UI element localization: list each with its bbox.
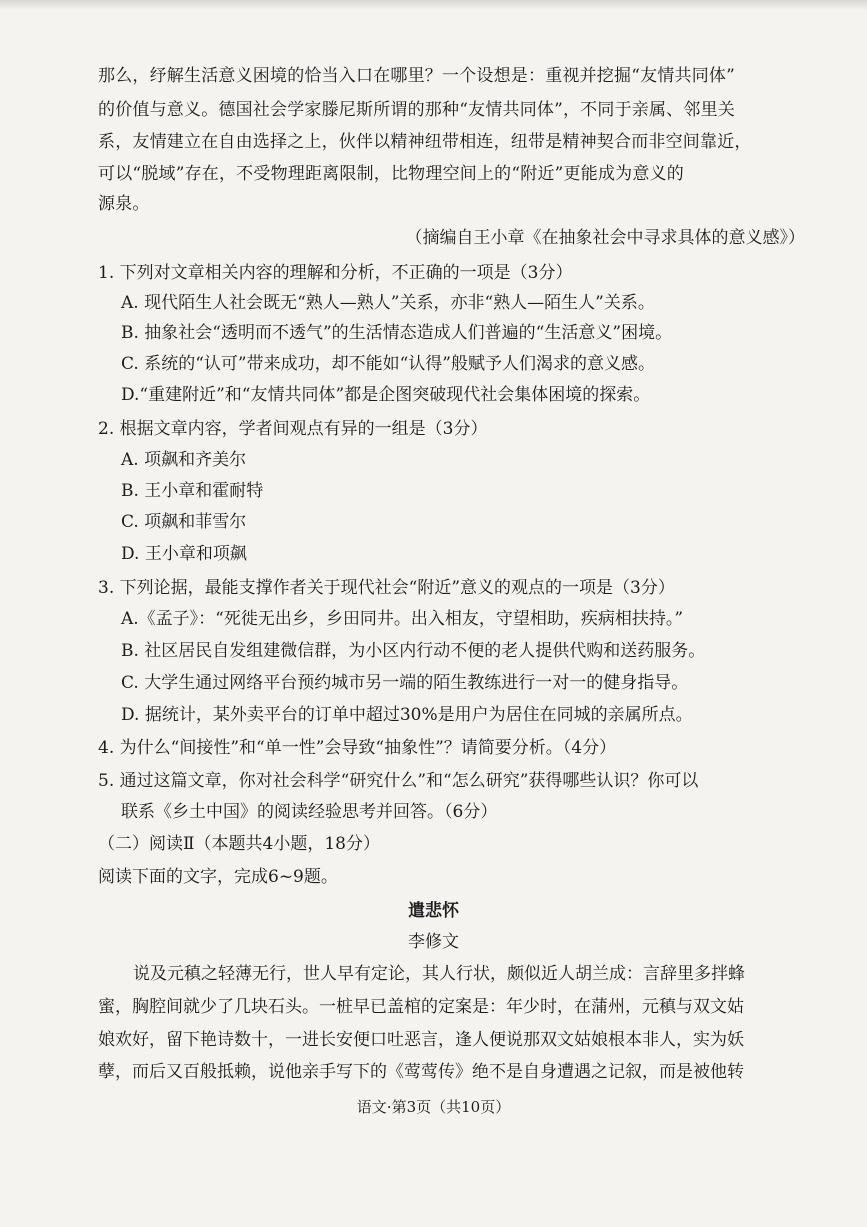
- story-line: 说及元稹之轻薄无行，世人早有定论，其人行状，颇似近人胡兰成：言辞里多拌蜂: [133, 964, 745, 984]
- passage-line: 源泉。: [98, 194, 150, 214]
- question-1-option-c: C. 系统的“认可”带来成功，却不能如“认得”般赋予人们渴求的意义感。: [121, 354, 655, 374]
- question-3-option-b: B. 社区居民自发组建微信群，为小区内行动不便的老人提供代购和送药服务。: [121, 641, 706, 661]
- question-1-option-a: A. 现代陌生人社会既无“熟人—熟人”关系，亦非“熟人—陌生人”关系。: [121, 293, 655, 313]
- question-3-stem: 3. 下列论据，最能支撑作者关于现代社会“附近”意义的观点的一项是（3分）: [98, 578, 675, 598]
- question-2-stem: 2. 根据文章内容，学者间观点有异的一组是（3分）: [98, 419, 488, 439]
- question-2-option-b: B. 王小章和霍耐特: [121, 481, 264, 501]
- passage-line: 可以“脱域”存在，不受物理距离限制，比物理空间上的“附近”更能成为意义的: [98, 164, 684, 184]
- passage-line: 系，友情建立在自由选择之上，伙伴以精神纽带相连，纽带是精神契合而非空间靠近，: [98, 132, 752, 152]
- passage-source: （摘编自王小章《在抽象社会中寻求具体的意义感》）: [405, 228, 805, 248]
- section-instruction: 阅读下面的文字，完成6~9题。: [98, 867, 338, 887]
- section-header: （二）阅读Ⅱ（本题共4小题，18分）: [98, 834, 381, 854]
- story-author: 李修文: [408, 932, 459, 952]
- story-line: 娘欢好，留下艳诗数十，一进长安便口吐恶言，逢人便说那双文姑娘根本非人，实为妖: [98, 1030, 744, 1050]
- question-2-option-a: A. 项飙和齐美尔: [121, 450, 247, 470]
- question-5-line: 联系《乡土中国》的阅读经验思考并回答。（6分）: [121, 802, 498, 822]
- story-line: 蜜，胸腔间就少了几块石头。一桩早已盖棺的定案是：年少时，在蒲州，元稹与双文姑: [98, 997, 744, 1017]
- question-2-option-c: C. 项飙和菲雪尔: [121, 512, 247, 532]
- question-3-option-a: A.《孟子》：“死徙无出乡，乡田同井。出入相友，守望相助，疾病相扶持。”: [121, 609, 684, 629]
- question-4-stem: 4. 为什么“间接性”和“单一性”会导致“抽象性”？请简要分析。（4分）: [98, 738, 617, 758]
- passage-line: 那么，纾解生活意义困境的恰当入口在哪里？一个设想是：重视并挖掘“友情共同体”: [98, 66, 735, 86]
- page-footer: 语文·第3页（共10页）: [356, 1098, 511, 1116]
- question-1-option-d: D.“重建附近”和“友情共同体”都是企图突破现代社会集体困境的探索。: [121, 385, 651, 405]
- question-2-option-d: D. 王小章和项飙: [121, 544, 247, 564]
- story-title: 遣悲怀: [408, 901, 459, 921]
- question-3-option-c: C. 大学生通过网络平台预约城市另一端的陌生教练进行一对一的健身指导。: [121, 673, 689, 693]
- story-line: 孽，而后又百般抵赖，说他亲手写下的《莺莺传》绝不是自身遭遇之记叙，而是被他转: [98, 1062, 744, 1082]
- question-5-line: 5. 通过这篇文章，你对社会科学“研究什么”和“怎么研究”获得哪些认识？你可以: [98, 771, 699, 791]
- question-1-stem: 1. 下列对文章相关内容的理解和分析，不正确的一项是（3分）: [98, 263, 573, 283]
- passage-line: 的价值与意义。德国社会学家滕尼斯所谓的那种“友情共同体”，不同于亲属、邻里关: [98, 100, 735, 120]
- question-3-option-d: D. 据统计，某外卖平台的订单中超过30%是用户为居住在同城的亲属所点。: [121, 705, 693, 725]
- question-1-option-b: B. 抽象社会“透明而不透气”的生活情态造成人们普遍的“生活意义”困境。: [121, 323, 673, 343]
- scan-edge: [0, 0, 867, 10]
